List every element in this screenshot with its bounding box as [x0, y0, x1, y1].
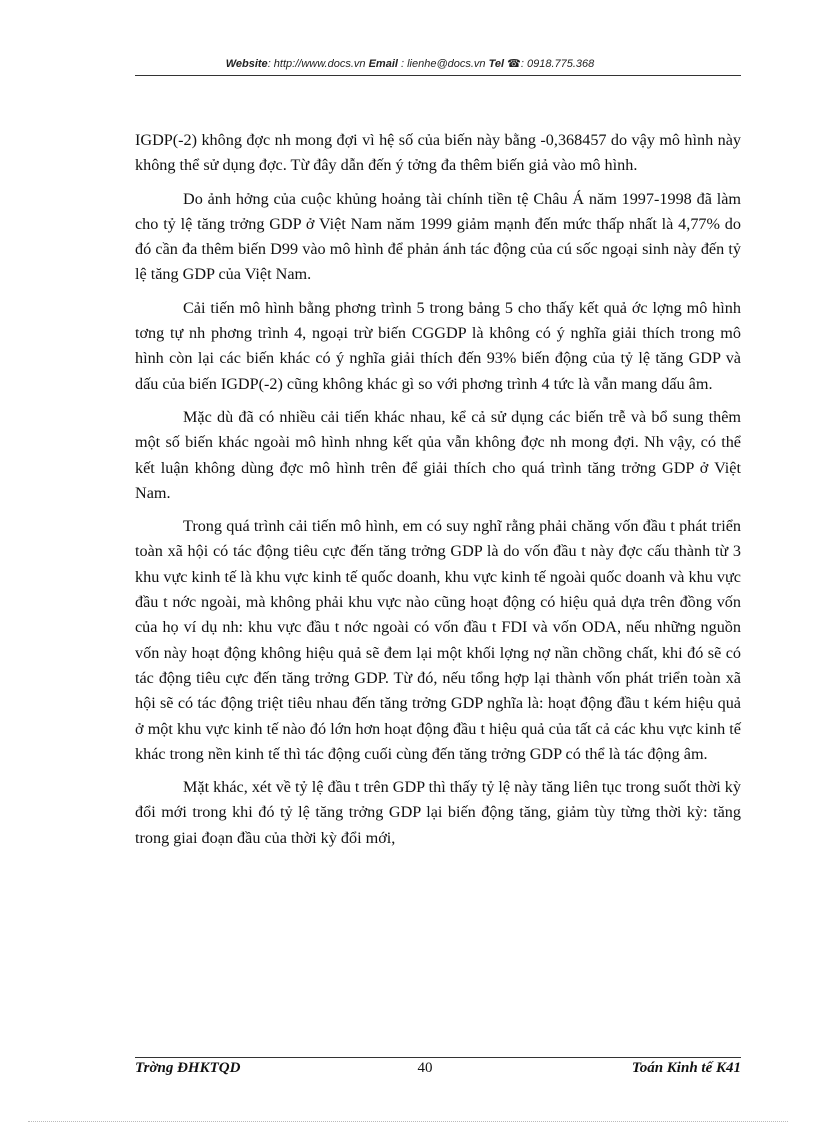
header-divider	[135, 75, 741, 76]
paragraph: Cải tiến mô hình bằng phơng trình 5 trong bảng 5 cho thấy kết quả ớc lợng mô hình tơng tự nh phơng trình 4, ngoại trừ biến CGGDP là không có ý nghĩa giải thích trong mô hình còn lại các biến khác có ý nghĩa giải thích đến 93% biến động của tỷ lệ tăng GDP và dấu của biến IGDP(-2) cũng không khác gì so với phơng trình 4 tức là vẫn mang dấu âm.	[135, 298, 741, 393]
page-footer	[135, 1060, 741, 1084]
paragraph: Trong quá trình cải tiến mô hình, em có suy nghĩ rằng phải chăng vốn đầu t phát triển toàn xã hội có tác động tiêu cực đến tăng trởng GDP là do vốn đầu t này đợc cấu thành từ 3 khu vực kinh tế là khu vực kinh tế quốc doanh, khu vực kinh tế ngoài quốc doanh và khu vực đầu t nớc ngoài, mà không phải khu vực nào cũng hoạt động có hiệu quả dựa trên đồng vốn của họ ví dụ nh: khu vực đầu t nớc ngoài có vốn đầu t FDI và vốn ODA, nếu những nguồn vốn này hoạt động không hiệu quả sẽ đem lại một khối lợng nợ nần chồng chất, khi đó sẽ có tác động tiêu cực đến tăng trởng GDP. Từ đó, nếu tổng hợp lại thành vốn phát triển toàn xã hội sẽ có tác động triệt tiêu nhau đến tăng trởng GDP nghĩa là: hoạt động đầu t kém hiệu quả ở một khu vực kinh tế nào đó lớn hơn hoạt động đầu t hiệu quả của tất cả các khu vực kinh tế khác trong nền kinh tế thì tác động cuối cùng đến tăng trởng GDP có thể là tác động âm.	[135, 517, 741, 763]
email-label: Email	[368, 58, 398, 70]
paragraph: Mặt khác, xét về tỷ lệ đầu t trên GDP thì thấy tỷ lệ này tăng liên tục trong suốt thời kỳ đổi mới trong khi đó tỷ lệ tăng trởng GDP lại biến động tăng, giảm tùy từng thời kỳ: tăng trong giai đoạn đầu của thời kỳ đổi mới,	[135, 778, 741, 847]
footer-course: Toán Kinh tế K41	[631, 1060, 741, 1076]
paragraph: Mặc dù đã có nhiều cải tiến khác nhau, kể cả sử dụng các biến trễ và bổ sung thêm một số biến khác ngoài mô hình nhng kết qủa vẫn không đợc nh mong đợi. Nh vậy, có thể kết luận không dùng đợc mô hình trên để giải thích cho quá trình tăng trởng GDP ở Việt Nam.	[135, 407, 741, 502]
footer-school: Trờng ĐHKTQD	[135, 1060, 241, 1076]
phone-icon: ☎	[507, 58, 521, 70]
page-header	[100, 57, 720, 70]
tel-label: Tel	[488, 58, 505, 70]
page-edge	[28, 1121, 788, 1122]
paragraph: Do ảnh hởng của cuộc khủng hoảng tài chính tiền tệ Châu Á năm 1997-1998 đã làm cho tỷ lệ tăng trởng GDP ở Việt Nam năm 1999 giảm mạnh đến mức thấp nhất là 4,77% do đó cần đa thêm biến D99 vào mô hình để phản ánh tác động của cú sốc ngoại sinh này đến tỷ lệ tăng GDP của Việt Nam.	[135, 189, 741, 284]
website-value: : http://www.docs.vn	[267, 58, 366, 70]
page-number: 40	[417, 1060, 433, 1076]
email-value: : lienhe@docs.vn	[401, 58, 486, 70]
paragraph: IGDP(-2) không đợc nh mong đợi vì hệ số của biến này bằng -0,368457 do vậy mô hình này không thể sử dụng đợc. Từ đây dẫn đến ý tởng đa thêm biến giả vào mô hình.	[135, 131, 741, 175]
website-label: Website	[225, 58, 268, 70]
tel-value: : 0918.775.368	[520, 58, 595, 70]
document-body	[135, 128, 741, 859]
footer-divider	[135, 1057, 741, 1058]
